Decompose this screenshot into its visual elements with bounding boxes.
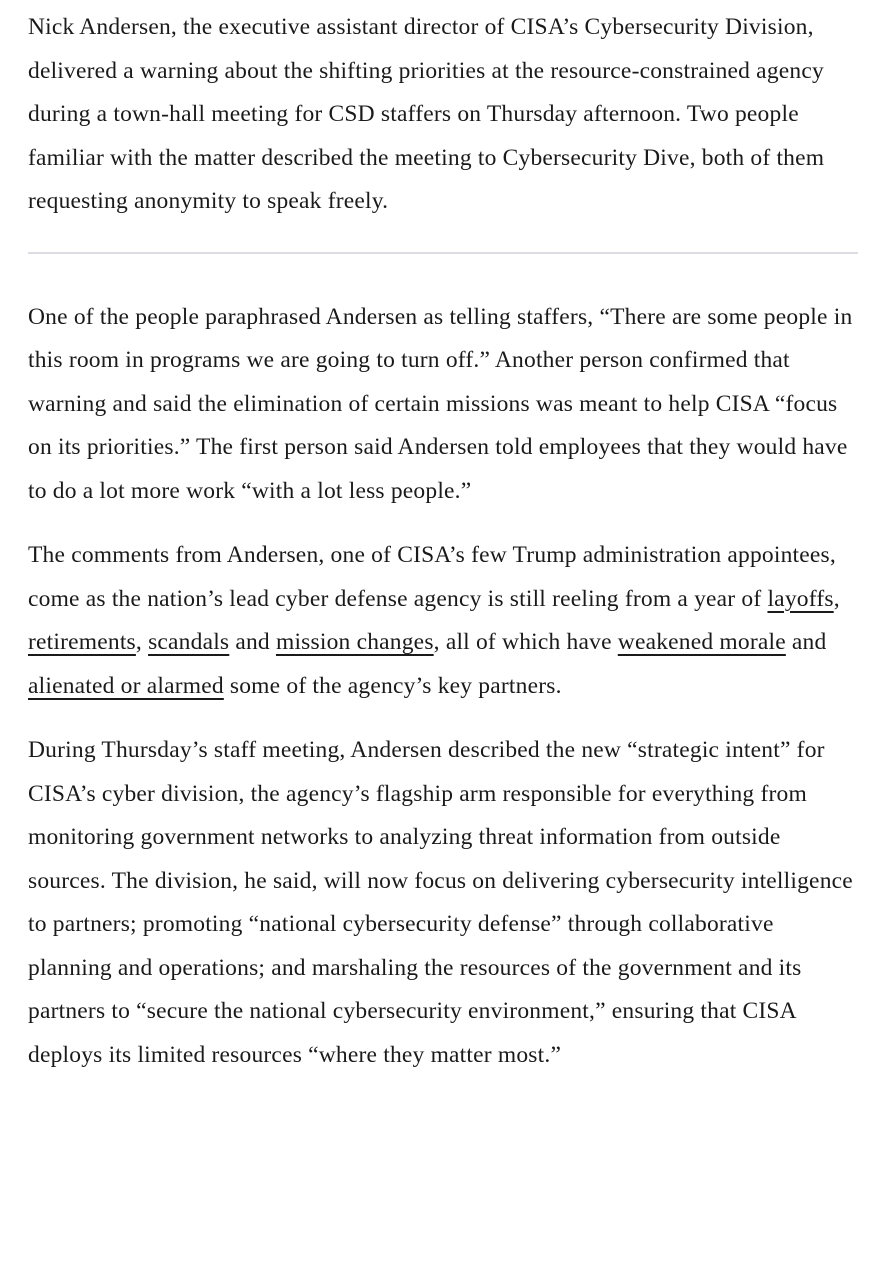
paragraph-text: One of the people paraphrased Andersen as telling staffers, “There are some people in this room in programs we are going to turn off.” Another person confirmed that warning and said the elimination of certain missions was meant to help CISA “focus on its priorities.” The first person said Andersen told employees that they would have to do a lot more work “with a lot less people.” [28,303,853,504]
paragraph-text: , [833,585,840,612]
inline-link[interactable]: layoffs [767,585,834,612]
paragraph-text: some of the agency’s key partners. [223,672,562,699]
paragraph [28,6,858,224]
paragraph [28,534,858,708]
paragraph-text: The comments from Andersen, one of CISA’s few Trump administration appointees, come as the nation’s lead cyber defense agency is still reeling from a year of [28,542,836,612]
paragraph [28,296,858,514]
paragraph-text: and [785,629,827,655]
inline-link[interactable]: mission changes [275,629,434,655]
paragraph-text: , [135,629,149,655]
paragraph-text: Nick Andersen, the executive assistant director of CISA’s Cybersecurity Division, delivered a warning about the shifting priorities at the resource-constrained agency during a town-hall meeting for CSD staffers on Thursday afternoon. Two people familiar with the matter described the meeting to Cybersecurity Dive, both of them requesting anonymity to speak freely. [28,14,825,214]
paragraph-text: During Thursday’s staff meeting, Andersen described the new “strategic intent” for CISA’s cyber division, the agency’s flagship arm responsible for everything from monitoring government networks to analyzing threat information from outside sources. The division, he said, will now focus on delivering cybersecurity intelligence to partners; promoting “national cybersecurity defense” through collaborative planning and operations; and marshaling the resources of the government and its partners to “secure the national cybersecurity environment,” ensuring that CISA deploys its limited resources “where they matter most.” [28,737,853,1068]
inline-link[interactable]: alienated or alarmed [28,672,224,699]
paragraph-text: , all of which have [433,629,618,655]
paragraph-text: and [229,629,276,655]
inline-link[interactable]: retirements [28,629,136,655]
inline-link[interactable]: scandals [148,629,230,655]
inline-link[interactable]: weakened morale [617,629,786,655]
section-divider [28,252,858,254]
paragraph [28,729,858,1077]
